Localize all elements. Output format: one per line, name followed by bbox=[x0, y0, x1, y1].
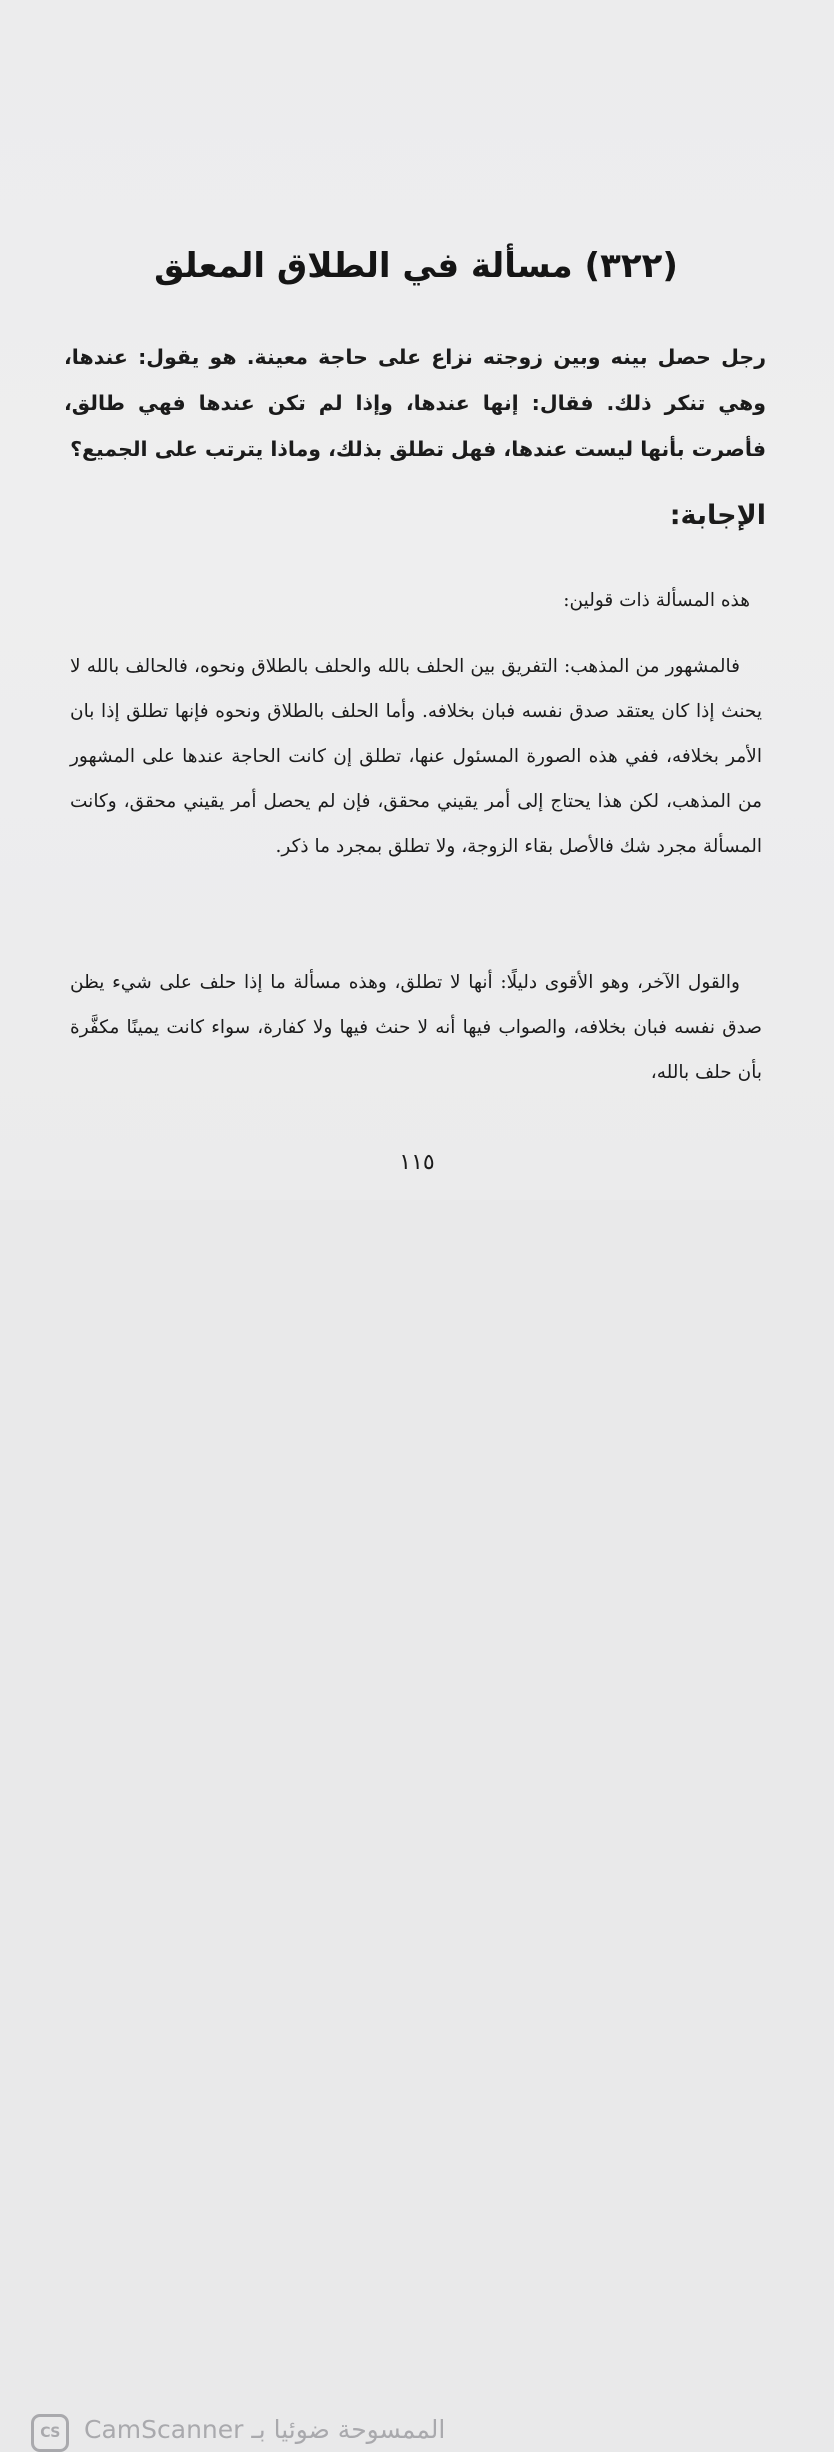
scanner-watermark-bar bbox=[0, 1200, 834, 2444]
answer-paragraph-second-view: والقول الآخر، وهو الأقوى دليلًا: أنها لا تطلق، وهذه مسألة ما إذا حلف على شيء يظن صدق نفسه فبان بخلافه، والصواب فيها أنه لا حنث فيها ولا كفارة، سواء كانت يمينًا مكفَّرة بأن حلف بالله، bbox=[70, 972, 762, 1083]
answer-heading: الإجابة: bbox=[669, 500, 766, 531]
page-number: ١١٥ bbox=[399, 1150, 435, 1175]
question-text: رجل حصل بينه وبين زوجته نزاع على حاجة معينة. هو يقول: عندها، وهي تنكر ذلك. فقال: إنها عندها، وإذا لم تكن عندها فهي طالق، فأصرت بأنها ليست عندها، فهل تطلق بذلك، وماذا يترتب على الجميع؟ bbox=[64, 345, 766, 461]
camscanner-logo-icon: CS bbox=[31, 2414, 69, 2452]
chapter-title: (٣٢٢) مسألة في الطلاق المعلق bbox=[154, 246, 678, 286]
camscanner-watermark-text: الممسوحة ضوئيا بـ CamScanner bbox=[84, 2415, 446, 2444]
answer-paragraph-intro: هذه المسألة ذات قولين: bbox=[563, 590, 750, 611]
scanned-page bbox=[0, 0, 834, 1200]
answer-paragraph-first-view: فالمشهور من المذهب: التفريق بين الحلف بالله والحلف بالطلاق ونحوه، فالحالف بالله لا يحنث إذا كان يعتقد صدق نفسه فبان بخلافه. وأما الحلف بالطلاق ونحوه فإنها تطلق إذا بان الأمر بخلافه، ففي هذه الصورة المسئول عنها، تطلق إن كانت الحاجة عندها على المشهور من المذهب، لكن هذا يحتاج إلى أمر يقيني محقق، فإن لم يحصل أمر يقيني محقق، وكانت المسألة مجرد شك فالأصل بقاء الزوجة، ولا تطلق بمجرد ما ذكر. bbox=[70, 656, 762, 857]
